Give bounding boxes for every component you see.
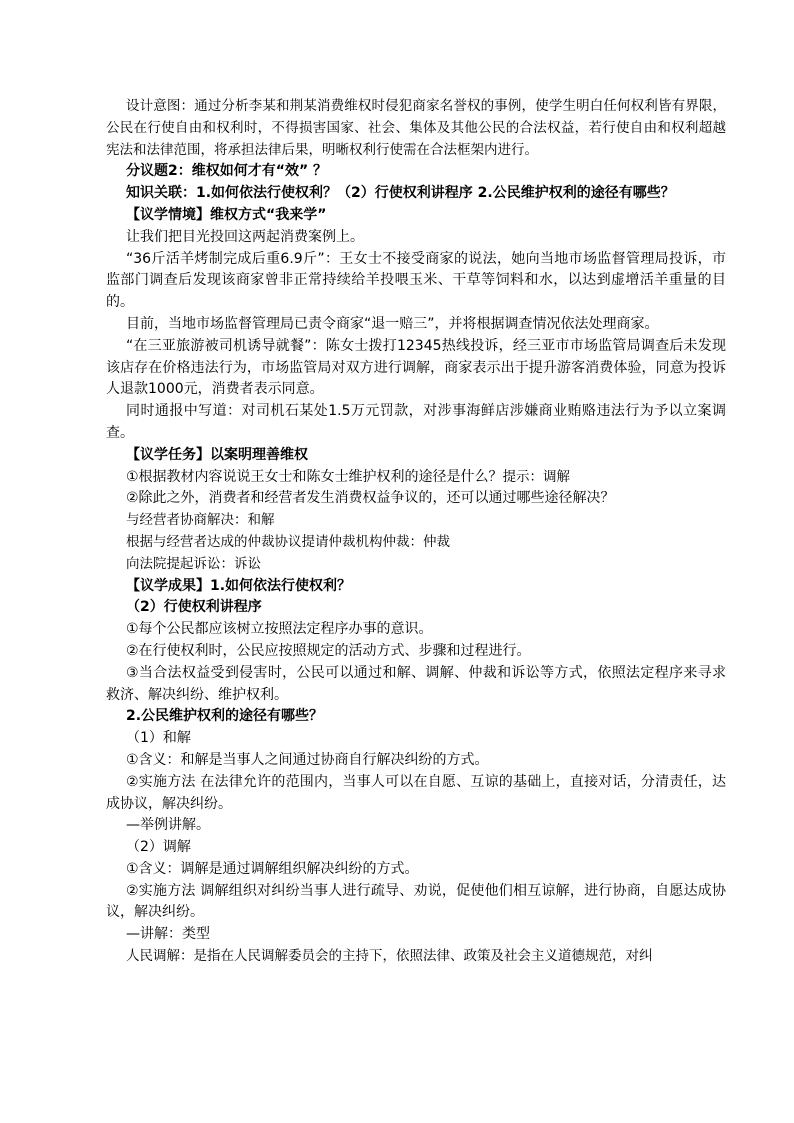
paragraph-17-text-0: ①每个公民都应该树立按照法定程序办事的意识。	[126, 621, 433, 638]
paragraph-29-text-0: 人民调解：是指在人民调解委员会的主持下，依照法律、政策及社会主义道德规范，对纠	[126, 948, 653, 965]
paragraph-5-text-0: “36斤活羊烤制完成后重6.9斤”：王女士不接受商家的说法，她向当地市场监督管理局投诉，市监部门调查后发现该商家曾非正常持续给羊投喂玉米、干草等饲料和水，以达到虚增活羊重量的目的。	[106, 250, 726, 311]
paragraph-13-text-0: 根据与经营者达成的仲裁协议提请仲裁机构仲裁：仲裁	[126, 533, 450, 550]
paragraph-20	[106, 706, 726, 728]
paragraph-16-text-0: （2）行使权利讲程序	[126, 599, 262, 616]
paragraph-15	[106, 576, 726, 598]
paragraph-8-text-0: 同时通报中写道：对司机石某处1.5万元罚款，对涉事海鲜店涉嫌商业贿赂违法行为予以立案调查。	[106, 403, 726, 441]
paragraph-12	[106, 510, 726, 532]
paragraph-23-text-0: ②实施方法 在法律允许的范围内，当事人可以在自愿、互谅的基础上，直接对话，分清责任，达成协议，解决纠纷。	[106, 773, 726, 812]
paragraph-21	[106, 728, 726, 750]
paragraph-6	[106, 314, 726, 336]
paragraph-27	[106, 881, 726, 925]
paragraph-22	[106, 750, 726, 772]
paragraph-24	[106, 815, 726, 837]
paragraph-14	[106, 554, 726, 576]
paragraph-28-text-0: —讲解：类型	[126, 926, 210, 943]
paragraph-7	[106, 336, 726, 401]
paragraph-20-text-0: 2.公民维护权利的途径有哪些？	[126, 708, 324, 725]
paragraph-18	[106, 641, 726, 663]
paragraph-3	[106, 205, 726, 227]
paragraph-10	[106, 467, 726, 489]
paragraph-6-text-0: 目前，当地市场监督管理局已责令商家“退一赔三”，并将根据调查情况依法处理商家。	[126, 315, 659, 332]
paragraph-2	[106, 183, 726, 205]
paragraph-26	[106, 859, 726, 881]
document-body	[106, 96, 726, 968]
paragraph-7-text-0: “在三亚旅游被司机诱导就餐”：陈女士拨打12345热线投诉，经三亚市市场监管局调查后未发现该店存在价格违法行为，市场监管局对双方进行调解，商家表示出于提升游客消费体验，同意为投诉人退款1000元，消费者表示同意。	[106, 337, 726, 398]
paragraph-21-text-0: （1）和解	[126, 730, 191, 747]
paragraph-0	[106, 96, 726, 161]
paragraph-15-text-0: 【议学成果】1.如何依法行使权利？	[126, 577, 352, 594]
paragraph-24-text-0: —举例讲解。	[126, 817, 210, 834]
paragraph-14-text-0: 向法院提起诉讼：诉讼	[126, 555, 261, 572]
paragraph-10-text-0: ①根据教材内容说说王女士和陈女士维护权利的途径是什么？	[126, 468, 503, 485]
paragraph-3-text-0: 【议学情境】维权方式“我来学”	[126, 206, 327, 223]
paragraph-8	[106, 401, 726, 445]
paragraph-28	[106, 924, 726, 946]
paragraph-9-text-0: 【议学任务】以案明理善维权	[126, 446, 308, 463]
paragraph-27-text-0: ②实施方法 调解组织对纠纷当事人进行疏导、劝说，促使他们相互谅解，进行协商，自愿达成协议，解决纠纷。	[106, 882, 726, 921]
paragraph-16	[106, 597, 726, 619]
paragraph-10-text-1: 提示：调解	[502, 468, 571, 485]
paragraph-17	[106, 619, 726, 641]
paragraph-12-text-0: 与经营者协商解决：和解	[126, 512, 275, 529]
paragraph-26-text-0: ①含义：调解是通过调解组织解决纠纷的方式。	[126, 860, 419, 877]
paragraph-19	[106, 663, 726, 707]
paragraph-11	[106, 488, 726, 510]
paragraph-5	[106, 249, 726, 314]
paragraph-23	[106, 772, 726, 816]
paragraph-29	[106, 946, 726, 968]
paragraph-4	[106, 227, 726, 249]
paragraph-25-text-0: （2）调解	[126, 839, 191, 856]
paragraph-9	[106, 445, 726, 467]
paragraph-13	[106, 532, 726, 554]
paragraph-18-text-0: ②在行使权利时，公民应按照规定的活动方式、步骤和过程进行。	[126, 642, 531, 659]
paragraph-2-text-0: 知识关联：1.如何依法行使权利？（2）行使权利讲程序 2.公民维护权利的途径有哪些？	[126, 185, 675, 202]
paragraph-4-text-0: 让我们把目光投回这两起消费案例上。	[126, 228, 364, 245]
paragraph-22-text-0: ①含义：和解是当事人之间通过协商自行解决纠纷的方式。	[126, 751, 489, 768]
paragraph-0-text-0: 设计意图：通过分析李某和荆某消费维权时侵犯商家名誉权的事例，使学生明白任何权利皆有界限，公民在行使自由和权利时，不得损害国家、社会、集体及其他公民的合法权益，若行使自由和权利超越宪法和法律范围，将承担法律后果，明晰权利行使需在合法框架内进行。	[106, 98, 726, 158]
paragraph-1	[106, 161, 726, 183]
paragraph-25	[106, 837, 726, 859]
paragraph-11-text-0: ②除此之外，消费者和经营者发生消费权益争议的，还可以通过哪些途径解决？	[126, 490, 615, 507]
paragraph-1-text-0: 分议题2：维权如何才有“效” ？	[126, 163, 328, 180]
paragraph-19-text-0: ③当合法权益受到侵害时，公民可以通过和解、调解、仲裁和诉讼等方式，依照法定程序来寻求救济、解决纠纷、维护权利。	[106, 664, 726, 703]
